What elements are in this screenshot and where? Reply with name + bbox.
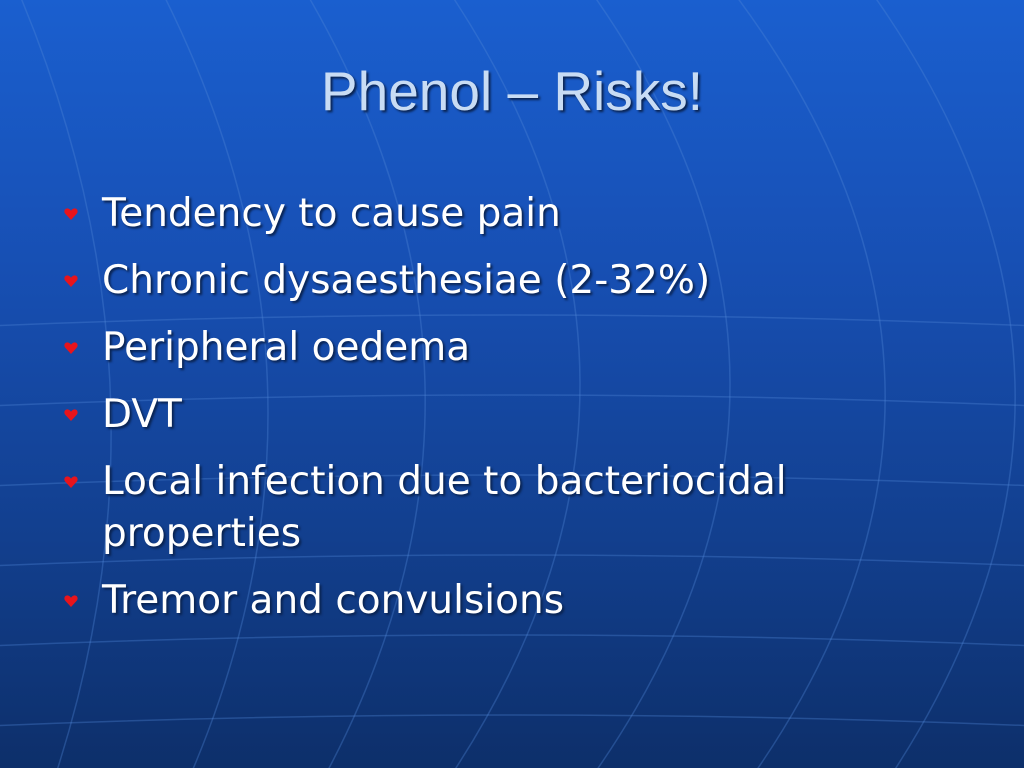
bullet-text: Peripheral oedema [102,325,471,370]
heart-icon [63,474,79,490]
bullet-text: Tendency to cause pain [102,191,561,236]
bullet-list [60,188,980,642]
heart-icon [63,593,79,609]
bullet-text: Chronic dysaesthesiae (2-32%) [102,258,711,303]
bullet-item [60,575,980,627]
heart-icon [63,273,79,289]
slide-title: Phenol – Risks! [320,60,704,122]
heart-icon [63,206,79,222]
bullet-item [60,322,980,374]
bullet-item [60,255,980,307]
bullet-text: DVT [102,392,182,437]
bullet-text: Local infection due to bacteriocidal properties [102,459,787,556]
heart-icon [63,407,79,423]
bullet-text: Tremor and convulsions [102,578,565,623]
bullet-item [60,389,980,441]
bullet-item [60,188,980,240]
heart-icon [63,340,79,356]
bullet-item [60,456,980,560]
